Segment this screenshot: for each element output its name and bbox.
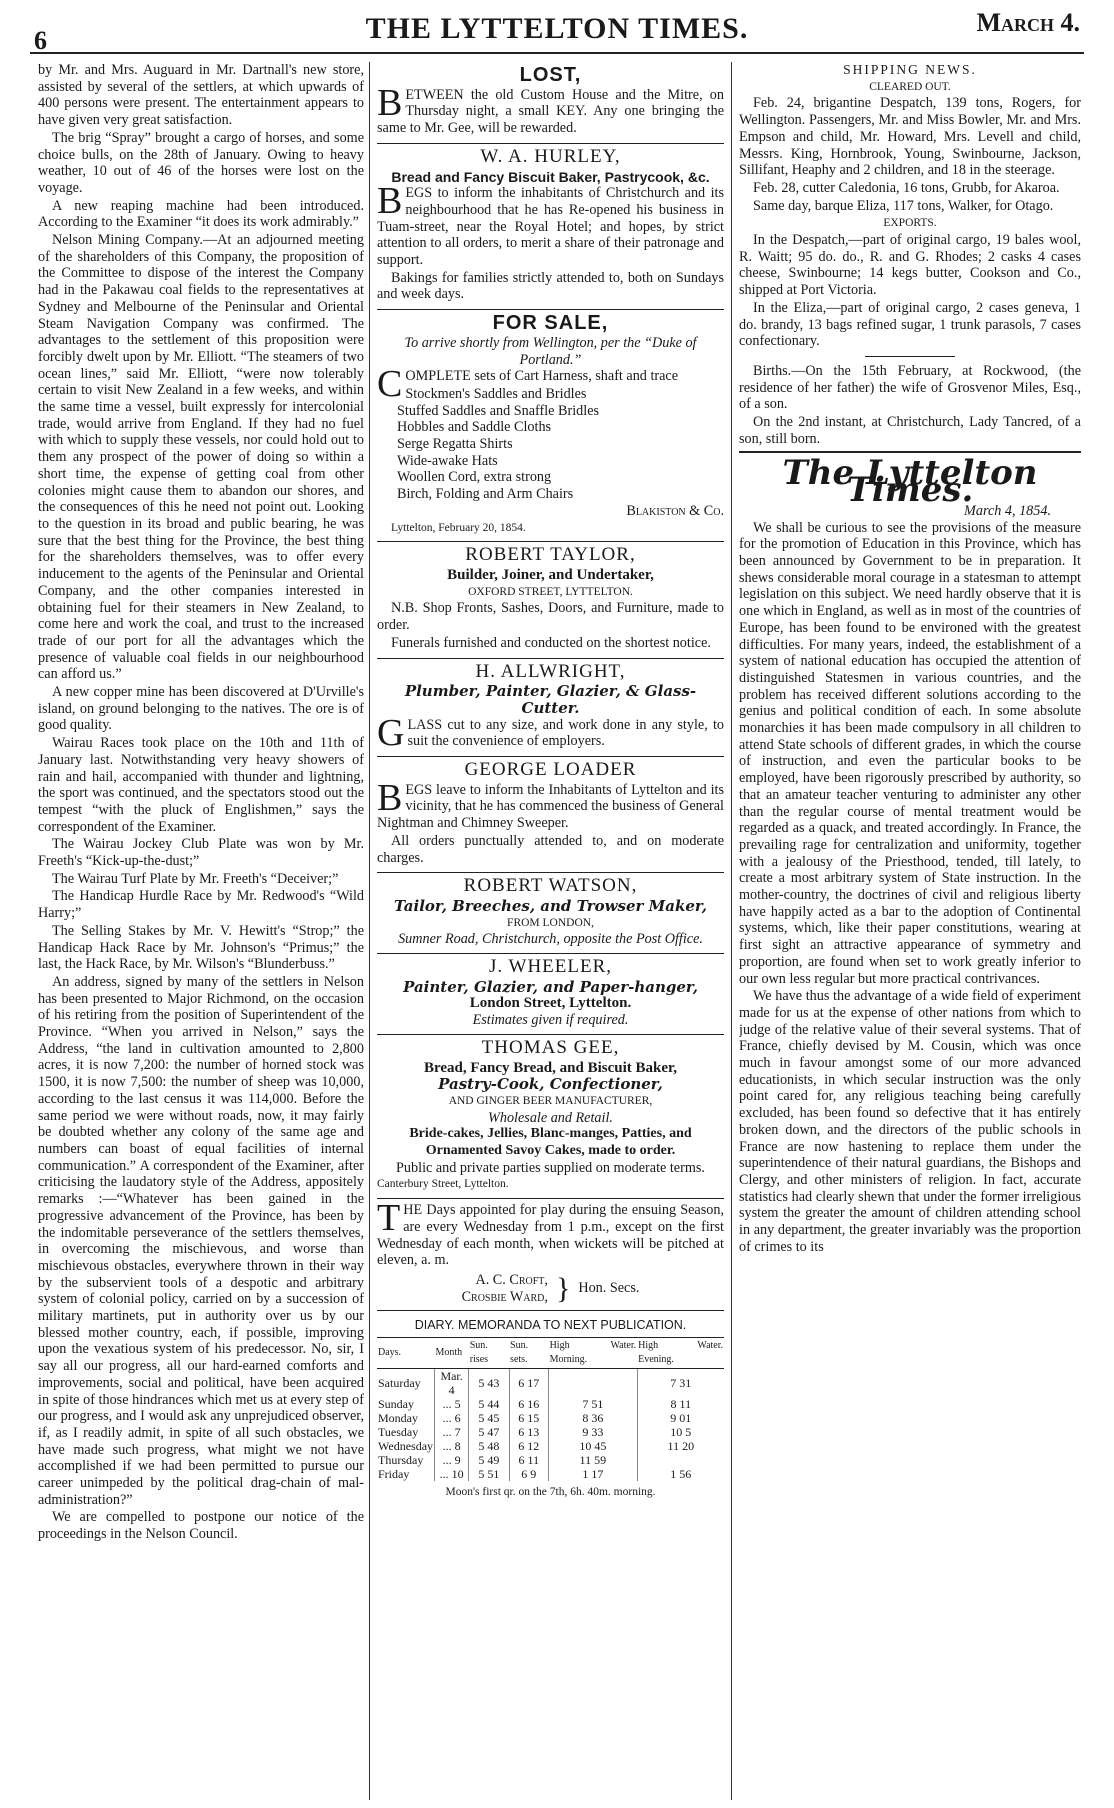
- table-cell: 1 56: [637, 1467, 724, 1481]
- table-header: Sun. rises: [469, 1338, 509, 1369]
- section-heading: SHIPPING NEWS.: [843, 62, 977, 77]
- ad-text: COMPLETE sets of Cart Harness, shaft and trace: [377, 363, 678, 406]
- divider: [865, 356, 955, 357]
- table-cell: 6 13: [509, 1425, 549, 1439]
- table-cell: 5 47: [469, 1425, 509, 1439]
- table-header: Month: [435, 1338, 469, 1369]
- table-cell: Mar. 4: [435, 1369, 469, 1398]
- births-item: Births.—On the 15th February, at Rockwood, (the residence of her father) the wife of Grosvenor Miles, Esq., of a son.: [739, 362, 1081, 413]
- list-item: Wide-awake Hats: [397, 452, 498, 469]
- table-cell: ... 10: [435, 1467, 469, 1481]
- table-cell: 10 45: [549, 1439, 638, 1453]
- table-cell: 1 17: [549, 1467, 638, 1481]
- secretary-role: Hon. Secs.: [578, 1280, 640, 1297]
- news-paragraph: We are compelled to postpone our notice of the proceedings in the Nelson Council.: [38, 1509, 364, 1543]
- section-subheading: EXPORTS.: [883, 217, 937, 230]
- ad-heading: ROBERT TAYLOR,: [465, 544, 636, 566]
- table-row: [377, 1411, 724, 1425]
- ad-text: BETWEEN the old Custom House and the Mitre, on Thursday night, a small KEY. Any one bringing the same to Mr. Gee, will be rewarded.: [377, 81, 724, 137]
- ad-subheading: Builder, Joiner, and Undertaker,: [447, 566, 654, 583]
- table-cell: 5 49: [469, 1453, 509, 1467]
- table-row: [377, 1439, 724, 1453]
- table-cell: 6 12: [509, 1439, 549, 1453]
- table-cell: 5 45: [469, 1411, 509, 1425]
- news-paragraph: The Handicap Hurdle Race by Mr. Redwood's “Wild Harry;”: [38, 888, 364, 922]
- news-paragraph: Nelson Mining Company.—At an adjourned meeting of the shareholders of this Company, the proposition of the Committee to dispose of the interest the Company had in the Pakawau coal fields to the representatives at Sydney and Melbourne of the Peninsular and Oriental Steam Navigation Company was confirmed. The advantages to the settlement of this proposition were forcibly dwelt upon by Mr. Elliott. “The steamers of two ocean lines,” said Mr. Elliott, “were now tolerably certain to visit New Zealand in a few weeks, and within the same time a vessel, built expressly for intercolonial trade, would arrive from England. If they had no fuel with which to supply these vessels, nor could hold out to them any prospect of the power of doing so within a short time, the expense of getting coal from other colonies might cause them to abandon our shores, and the consequences of this he need not point out. Looking to the question in its broad and public bearing, he was sure that the best thing for the Province, the best thing for the shareholders themselves, was to offer every inducement to the agents of the Peninsular and Oriental Company, and the other companies interested in obtaining fuel for their steamers in New Zealand, to come here and work the coal, and trust to the increased trade of our port for all the advantages which the presence of valuable coal fields in our neighbourhood can afford us.”: [38, 232, 364, 683]
- ad-text: Public and private parties supplied on moderate terms.: [396, 1159, 705, 1176]
- diary-note: Moon's first qr. on the 7th, 6h. 40m. morning.: [445, 1486, 656, 1499]
- ad-text: Bride-cakes, Jellies, Blanc-manges, Patties, and Ornamented Savoy Cakes, made to order.: [409, 1126, 692, 1159]
- ad-address: Sumner Road, Christchurch, opposite the Post Office.: [398, 931, 703, 948]
- table-row: [377, 1467, 724, 1481]
- ad-loader: [377, 757, 724, 873]
- ad-cricket: [377, 1199, 724, 1311]
- table-cell: 6 17: [509, 1369, 549, 1398]
- table-cell: 11 59: [549, 1453, 638, 1467]
- list-item: Hobbles and Saddle Cloths: [397, 419, 552, 436]
- news-paragraph: The brig “Spray” brought a cargo of horses, and some choice bulls, on the 28th of January. Owing to heavy weather, 10 out of 46 of the horses were lost on the voyage.: [38, 129, 364, 196]
- ad-text: BEGS to inform the inhabitants of Christchurch and its neighbourhood that he has Re-opened his business in Tuam-street, near the Royal Hotel; and hopes, by strict attention to all orders, to merit a share of their patronage and support.: [377, 180, 724, 269]
- table-cell: ... 6: [435, 1411, 469, 1425]
- table-cell: 10 5: [637, 1425, 724, 1439]
- table-cell: 6 9: [509, 1467, 549, 1481]
- ad-wheeler: [377, 954, 724, 1035]
- table-cell: Friday: [378, 1467, 410, 1482]
- table-row: [377, 1397, 724, 1411]
- list-item: Serge Regatta Shirts: [397, 436, 513, 453]
- list-item: Birch, Folding and Arm Chairs: [397, 486, 574, 503]
- table-cell: 6 16: [509, 1397, 549, 1411]
- news-paragraph: The Wairau Turf Plate by Mr. Freeth's “Deceiver;”: [52, 870, 339, 887]
- table-cell: 9 33: [549, 1425, 638, 1439]
- table-cell: 6 15: [509, 1411, 549, 1425]
- issue-date: March 4.: [976, 8, 1080, 37]
- news-paragraph: by Mr. and Mrs. Auguard in Mr. Dartnall's new store, assisted by several of the settlers, at which upwards of 400 persons were present. The entertainment appears to have given very great satisfaction.: [38, 62, 364, 129]
- table-cell: 7 31: [637, 1369, 724, 1398]
- table-cell: ... 8: [435, 1439, 469, 1453]
- table-cell: Saturday: [378, 1376, 421, 1391]
- ad-subheading: To arrive shortly from Wellington, per the “Duke of Portland.”: [404, 334, 697, 368]
- table-row: [377, 1425, 724, 1439]
- page-number: 6: [34, 26, 47, 55]
- table-cell: ... 5: [435, 1397, 469, 1411]
- shipping-item: Feb. 24, brigantine Despatch, 139 tons, Rogers, for Wellington. Passengers, Mr. and Miss Bowler, Mr. and Mrs. Empson and child, Mr. Howard, Mrs. Levell and child, Messrs. King, Hornbrook, Young, Swinbourne, Jackson, Sillifant, Heaphy and 2 children, and 18 in the steerage.: [739, 95, 1081, 179]
- ad-address: Canterbury Street, Lyttelton.: [377, 1178, 509, 1191]
- ad-hurley: [377, 144, 724, 310]
- list-item: Stockmen's Saddles and Bridles: [405, 385, 587, 402]
- table-header: High Water. Evening.: [637, 1338, 724, 1369]
- ad-subheading: Tailor, Breeches, and Trowser Maker,: [394, 896, 707, 915]
- news-paragraph: The Selling Stakes by Mr. V. Hewitt's “Strop;” the Handicap Hack Race by Mr. Johnson's “Primus;” the last, the Hack Race, by Mr. Wilson's “Blunderbuss.”: [38, 922, 364, 973]
- masthead-rule: [30, 52, 1084, 54]
- ad-text: Funerals furnished and conducted on the shortest notice.: [391, 634, 711, 651]
- shipping-item: Feb. 28, cutter Caledonia, 16 tons, Grubb, for Akaroa.: [753, 179, 1060, 196]
- editorial-date: March 4, 1854.: [964, 502, 1051, 519]
- news-paragraph: A new copper mine has been discovered at D'Urville's island, on ground belonging to the natives. The ore is of good quality.: [38, 684, 364, 734]
- ad-text: THE Days appointed for play during the ensuing Season, are every Wednesday from 1 p.m., except on the first Wednesday of each month, when wickets will be pitched at eleven, a. m.: [377, 1197, 724, 1269]
- table-cell: 9 01: [637, 1411, 724, 1425]
- table-header: High Water. Morning.: [549, 1338, 638, 1369]
- export-item: In the Despatch,—part of original cargo, 19 bales wool, R. Waitt; 95 do. do., R. and G. Rhodes; 2 casks 4 cases cheese, Swinbourne; 14 kegs butter, Cookson and Co., shipped at Port Victoria.: [739, 232, 1081, 299]
- ad-address: OXFORD STREET, LYTTELTON.: [468, 585, 633, 598]
- ad-text: N.B. Shop Fronts, Sashes, Doors, and Furniture, made to order.: [377, 600, 724, 634]
- ad-for-sale: [377, 310, 724, 542]
- ad-address: London Street, Lyttelton.: [469, 995, 632, 1012]
- ad-date: Lyttelton, February 20, 1854.: [391, 521, 526, 534]
- ad-subheading: Pastry-Cook, Confectioner,: [438, 1075, 663, 1094]
- ad-note: Estimates given if required.: [472, 1012, 629, 1029]
- ad-text: All orders punctually attended to, and on moderate charges.: [377, 832, 724, 866]
- column-rule-2: [731, 62, 732, 1800]
- ad-heading: J. WHEELER,: [488, 956, 613, 978]
- ad-text: GLASS cut to any size, and work done in any style, to suit the convenience of employers.: [377, 711, 724, 754]
- table-cell: 8 36: [549, 1411, 638, 1425]
- table-cell: Tuesday: [378, 1425, 419, 1440]
- table-cell: Monday: [378, 1411, 418, 1426]
- ad-heading: W. A. HURLEY,: [480, 145, 621, 167]
- secretary-name: A. C. Croft,: [475, 1272, 548, 1288]
- ad-lost: [377, 62, 724, 144]
- column-rule-1: [369, 62, 370, 1800]
- news-paragraph: An address, signed by many of the settlers in Nelson has been presented to Major Richmond, on the occasion of his retiring from the position of Superintendent of the Province. “When you arrived in Nelson,” says the Address, “the land in cultivation amounted to 2,800 acres, it is now 7,200: the number of horned stock was 1500, it is now 7,500: the number of sheep was 10,000, according to the last census it was 114,000. Before the same period we were without roads, now, it may fairly be doubted whether any colony of the same age and numbers can boast of equal facilities of internal communication.” A correspondent of the Examiner, after criticising the laudatory style of the Address, appositely remarks :—“Whatever has been gained in the progressive advancement of the Province, has been by the indomitable perseverance of the settlers themselves, in overcoming the mischievous, and worse than mischievous obstacles, everywhere thrown in their way by the subservient tools of a despotic and arbitrary system of colonial policy, carried on by a succession of military martinets, put in authority over us by our blessed mother country, each, if possible, improving upon the vexatious system of his predecessor. No, sir, I say all our progress, all our hard-earned comforts and improvements, social and political, have been acquired in spite of those hindrances which met us at every step of our progress, and I would ask any unprejudiced observer, if, as I readily admit, in spite of all such obstacles, we have made such progress, what might we not have accomplished if we had been permitted to pursue our career unimpeded by the political drag-chain of mal-administration?”: [38, 973, 364, 1508]
- ad-subheading: AND GINGER BEER MANUFACTURER,: [448, 1094, 653, 1107]
- table-cell: Thursday: [378, 1453, 424, 1468]
- table-cell: 7 51: [549, 1397, 638, 1411]
- table-cell: 11 20: [637, 1439, 724, 1453]
- ad-watson: [377, 873, 724, 954]
- column-shipping-editorial: [739, 62, 1081, 1802]
- ad-heading: THOMAS GEE,: [481, 1036, 620, 1058]
- ad-heading: GEORGE LOADER: [464, 759, 637, 781]
- table-header: Sun. sets.: [509, 1338, 549, 1369]
- ad-subheading: Painter, Glazier, and Paper-hanger,: [403, 977, 698, 996]
- editorial-paragraph: We shall be curious to see the provisions of the measure for the promotion of Education in this Province, which has been announced by Government to be in preparation. It shews considerable moral courage in a statesman to attempt legislation on this subject. We need hardly observe that it is one which in England, as well as in most of the countries of Europe, has been found to be environed with the greatest difficulties. For many years, indeed, the establishment of a system of national education has occupied the attention of distinguished Statesmen in various countries, and the problem has received different solutions according to the genius and political condition of each. In some absolute monarchies it has been made compulsory in all children to attend State schools of different grades, in which the course of instruction, and even the particular books to be employed, have been rigorously prescribed by authority, so that an amateur teacher venturing to administer any other than the regular course of mental treatment would be regarded as a quack, and treated accordingly. In France, the prevailing rage for centralization and uniformity, together with a jealousy of the Priesthood, tended, till lately, to create a most arbitrary system of State instruction. In the mother-country, the doctrines of civil and religious liberty have happily acted as a bar to the adoption of Continental systems, which, like their paper constitutions, wearing at first sight an attractive appearance of symmetry and proportion, are found when set to work greatly inferior to our own less regular but more practical contrivances.: [739, 519, 1081, 987]
- ad-heading: H. ALLWRIGHT,: [475, 660, 626, 682]
- ad-taylor: [377, 542, 724, 658]
- editorial-masthead: The Lyttelton Times.: [782, 453, 1038, 511]
- list-item: Stuffed Saddles and Snaffle Bridles: [397, 402, 600, 419]
- ad-heading: LOST,: [519, 64, 582, 86]
- table-cell: 5 44: [469, 1397, 509, 1411]
- export-item: In the Eliza,—part of original cargo, 2 cases geneva, 1 do. brandy, 13 bags refined sugar, 1 trunk parasols, 7 cases confectionary.: [739, 299, 1081, 350]
- column-advertisements: [377, 62, 724, 1802]
- diary-title: DIARY. MEMORANDA TO NEXT PUBLICATION.: [414, 1318, 687, 1333]
- news-paragraph: A new reaping machine had been introduced. According to the Examiner “it does its work admirably.”: [38, 197, 364, 231]
- table-row: [377, 1369, 724, 1398]
- table-row: [377, 1453, 724, 1467]
- editorial-paragraph: We have thus the advantage of a wide field of experiment made for us at the expense of other nations from which to judge of the relative value of their several systems. That of France, chiefly devised by M. Cousin, which was once much in favour amongst some of our more advanced educationists, in which secular instruction was the only point cared for, any religious teaching being carefully excluded, has been found so defective that it has entirely broken down, and the directors of the public schools in France are now hastening to replace them under the superintendence of their natural guardians, the Bishops and Clergy, and other ministers of religion. In fact, accurate statistics had clearly shewn that under the former irreligious system the greater the amount of children attending school in any department, the greater invariably was the proportion of crimes to its: [739, 988, 1081, 1255]
- ad-subheading: Bread, Fancy Bread, and Biscuit Baker,: [423, 1059, 678, 1076]
- diary: [377, 1311, 724, 1505]
- list-item: Woollen Cord, extra strong: [397, 469, 552, 486]
- ad-subheading: Bread and Fancy Biscuit Baker, Pastrycook, &c.: [391, 168, 710, 185]
- ad-heading: ROBERT WATSON,: [463, 875, 638, 897]
- table-cell: 5 48: [469, 1439, 509, 1453]
- ad-signature: Blakiston & Co.: [626, 502, 724, 519]
- table-cell: ... 7: [435, 1425, 469, 1439]
- table-cell: 6 11: [509, 1453, 549, 1467]
- masthead: [0, 0, 1114, 58]
- section-subheading: CLEARED OUT.: [869, 80, 951, 93]
- table-cell: 8 11: [637, 1397, 724, 1411]
- diary-table: [377, 1337, 724, 1481]
- ad-heading: FOR SALE,: [492, 312, 609, 335]
- ad-gee: [377, 1035, 724, 1199]
- ad-subheading: Wholesale and Retail.: [488, 1109, 613, 1126]
- table-cell: Wednesday: [378, 1439, 434, 1454]
- brace-glyph: }: [555, 1271, 571, 1305]
- table-header: Days.: [377, 1338, 435, 1369]
- shipping-item: Same day, barque Eliza, 117 tons, Walker, for Otago.: [753, 197, 1054, 214]
- table-cell: 5 43: [469, 1369, 509, 1398]
- births-item: On the 2nd instant, at Christchurch, Lady Tancred, of a son, still born.: [739, 414, 1081, 447]
- column-news: [38, 62, 364, 1802]
- ad-text: BEGS leave to inform the Inhabitants of Lyttelton and its vicinity, that he has commenced the business of General Nightman and Chimney Sweeper.: [377, 776, 724, 832]
- ad-text: Bakings for families strictly attended to, both on Sundays and week days.: [377, 269, 724, 303]
- news-paragraph: The Wairau Jockey Club Plate was won by Mr. Freeth's “Kick-up-the-dust;”: [38, 836, 364, 870]
- table-cell: 5 51: [469, 1467, 509, 1481]
- table-cell: [549, 1369, 638, 1398]
- newspaper-title: THE LYTTELTON TIMES.: [365, 12, 749, 45]
- secretary-name: Crosbie Ward,: [461, 1288, 548, 1305]
- ad-origin: FROM LONDON,: [507, 916, 594, 929]
- ad-allwright: [377, 659, 724, 758]
- table-cell: Sunday: [378, 1397, 414, 1412]
- table-cell: [637, 1453, 724, 1467]
- news-paragraph: Wairau Races took place on the 10th and 11th of January last. Notwithstanding very heavy showers of rain and hail, accompanied with thunder and lightning, the sport was continued, and the spectators stood out the tempest “with the pluck of Englishmen,” says the correspondent of the Examiner.: [38, 735, 364, 835]
- table-cell: ... 9: [435, 1453, 469, 1467]
- ad-subheading: Plumber, Painter, Glazier, & Glass-Cutter.: [404, 682, 697, 717]
